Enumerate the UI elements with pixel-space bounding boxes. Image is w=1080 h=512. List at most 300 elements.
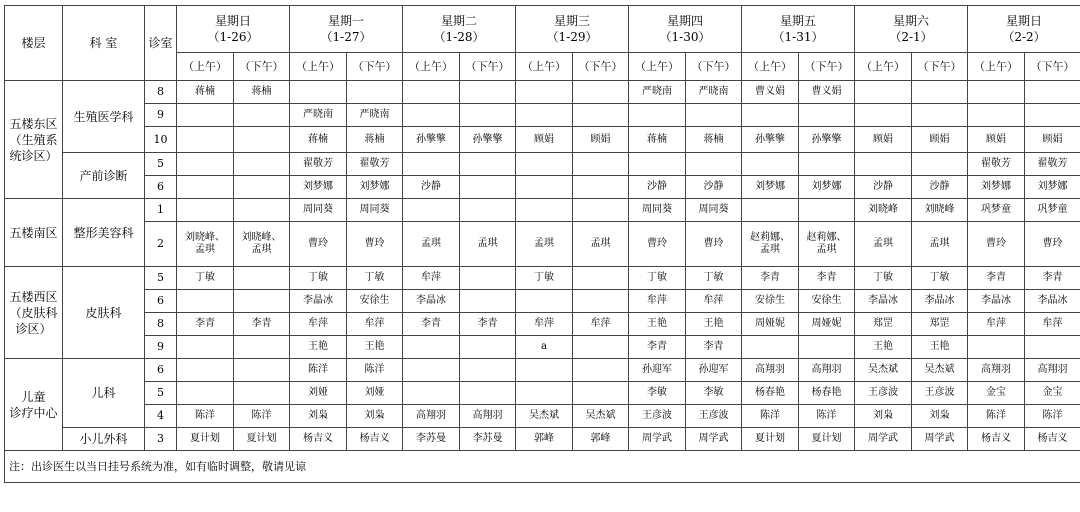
doctor-cell [742, 153, 799, 176]
doctor-cell: 高翔羽 [742, 359, 799, 382]
doctor-cell [347, 81, 403, 104]
doctor-cell: 刘枭 [855, 405, 912, 428]
doctor-cell: 吴杰斌 [516, 405, 573, 428]
doctor-cell: 曹玲 [968, 222, 1025, 267]
doctor-cell: 丁敏 [347, 267, 403, 290]
doctor-cell: 曹玲 [347, 222, 403, 267]
day-date: （1-27） [320, 30, 372, 44]
doctor-cell: 陈洋 [290, 359, 347, 382]
doctor-cell: 吴杰斌 [912, 359, 968, 382]
doctor-cell: 王彦波 [629, 405, 686, 428]
doctor-cell [742, 199, 799, 222]
doctor-cell: 郑罡 [855, 313, 912, 336]
doctor-cell: 李青 [403, 313, 460, 336]
doctor-cell: 郭峰 [573, 428, 629, 451]
schedule-row [5, 153, 1080, 176]
doctor-cell [234, 199, 290, 222]
doctor-cell: 牟萍 [629, 290, 686, 313]
doctor-cell: 陈洋 [742, 405, 799, 428]
doctor-cell: 李苏曼 [460, 428, 516, 451]
doctor-cell: 李晶冰 [912, 290, 968, 313]
doctor-cell: 牟萍 [1025, 313, 1080, 336]
doctor-cell: 顾娟 [968, 127, 1025, 153]
doctor-cell: 李晶冰 [855, 290, 912, 313]
doctor-cell: 牟萍 [686, 290, 742, 313]
area-line: 统诊区） [9, 148, 58, 163]
doctor-cell [573, 81, 629, 104]
doctor-cell: 王艳 [912, 336, 968, 359]
doctor-cell [573, 290, 629, 313]
dept-cell: 小儿外科 [63, 428, 145, 451]
doctor-cell: 孟琪 [573, 222, 629, 267]
doctor-cell [573, 199, 629, 222]
schedule-row [5, 81, 1080, 104]
room-cell: 4 [145, 405, 177, 428]
room-cell: 6 [145, 290, 177, 313]
doctor-cell: 牟萍 [347, 313, 403, 336]
day-date: （1-29） [546, 30, 598, 44]
area-cell [5, 81, 63, 199]
dept-cell: 生殖医学科 [63, 81, 145, 153]
header-day-5 [742, 6, 855, 53]
doctor-cell: 王彦波 [855, 382, 912, 405]
doctor-cell: 丁敏 [855, 267, 912, 290]
doctor-cell [968, 104, 1025, 127]
doctor-cell: 刘梦娜 [347, 176, 403, 199]
room-cell: 1 [145, 199, 177, 222]
day-date: （2-1） [889, 30, 933, 44]
doctor-cell: 曹玲 [290, 222, 347, 267]
doctor-cell: 沙静 [855, 176, 912, 199]
doctor-cell: 顾娟 [912, 127, 968, 153]
doctor-cell: 曹义娟 [799, 81, 855, 104]
doctor-cell: 孟琪 [912, 222, 968, 267]
doctor-cell: 周娅妮 [742, 313, 799, 336]
doctor-cell: 高翔羽 [460, 405, 516, 428]
doctor-cell: 夏计划 [742, 428, 799, 451]
doctor-cell: 金宝 [1025, 382, 1080, 405]
doctor-cell: 王彦波 [686, 405, 742, 428]
doctor-cell: 王艳 [855, 336, 912, 359]
day-date: （1-26） [207, 30, 259, 44]
doctor-cell: 孟琪 [460, 222, 516, 267]
doctor-cell: 孟琪 [855, 222, 912, 267]
doctor-cell: 李青 [629, 336, 686, 359]
doctor-cell: 牟萍 [573, 313, 629, 336]
doctor-cell [234, 222, 290, 267]
doctor-cell [912, 81, 968, 104]
doctor-cell: 孙擎擎 [799, 127, 855, 153]
day-date: （1-28） [433, 30, 485, 44]
doctor-cell [460, 267, 516, 290]
doctor-cell: 孙擎擎 [460, 127, 516, 153]
doctor-cell: 刘梦娜 [799, 176, 855, 199]
doctor-cell [460, 290, 516, 313]
header-pm: （下午） [686, 53, 742, 81]
header-day-4 [629, 6, 742, 53]
doctor-cell: 李苏曼 [403, 428, 460, 451]
doctor-cell [234, 127, 290, 153]
doctor-cell [516, 382, 573, 405]
doctor-cell [1025, 81, 1080, 104]
room-cell: 6 [145, 176, 177, 199]
doctor-cell [403, 153, 460, 176]
dept-cell: 儿科 [63, 359, 145, 428]
doctor-cell: 曹玲 [629, 222, 686, 267]
header-am: （上午） [742, 53, 799, 81]
doctor-cell: 孟琪 [516, 222, 573, 267]
doctor-cell: 陈洋 [1025, 405, 1080, 428]
doctor-cell: 顾娟 [1025, 127, 1080, 153]
doctor-cell: 杨吉义 [347, 428, 403, 451]
doctor-cell: 曹玲 [1025, 222, 1080, 267]
doctor-cell: 郭峰 [516, 428, 573, 451]
doctor-cell: 李青 [177, 313, 234, 336]
doctor-cell: 孙擎擎 [403, 127, 460, 153]
doctor-cell: 陈洋 [177, 405, 234, 428]
doctor-cell: 孙迎军 [629, 359, 686, 382]
doctor-cell [968, 81, 1025, 104]
schedule-wrapper [4, 5, 1076, 483]
doctor-cell: 李青 [460, 313, 516, 336]
doctor-name-line-1: 赵莉娜、 [806, 232, 847, 243]
room-cell: 5 [145, 382, 177, 405]
doctor-cell [234, 267, 290, 290]
doctor-cell [1025, 104, 1080, 127]
doctor-cell [290, 81, 347, 104]
doctor-cell: 蒋楠 [290, 127, 347, 153]
doctor-name-line-2: 孟琪 [251, 244, 272, 255]
doctor-cell: 丁敏 [290, 267, 347, 290]
doctor-cell: 丁敏 [686, 267, 742, 290]
header-am: （上午） [290, 53, 347, 81]
doctor-cell [742, 336, 799, 359]
doctor-cell: 牟萍 [290, 313, 347, 336]
doctor-cell: 陈洋 [234, 405, 290, 428]
doctor-cell [912, 153, 968, 176]
schedule-row [5, 267, 1080, 290]
doctor-cell: 周学武 [629, 428, 686, 451]
header-pm: （下午） [573, 53, 629, 81]
doctor-cell [460, 336, 516, 359]
schedule-row [5, 405, 1080, 428]
area-cell [5, 267, 63, 359]
doctor-cell [516, 176, 573, 199]
doctor-cell [855, 153, 912, 176]
doctor-cell: 翟敬芳 [290, 153, 347, 176]
doctor-cell: 李青 [686, 336, 742, 359]
dept-cell: 产前诊断 [63, 153, 145, 199]
schedule-row [5, 104, 1080, 127]
doctor-cell: 吴杰斌 [855, 359, 912, 382]
doctor-cell [403, 81, 460, 104]
doctor-cell: 周同葵 [290, 199, 347, 222]
doctor-cell: 严晓南 [290, 104, 347, 127]
doctor-cell: 高翔羽 [1025, 359, 1080, 382]
doctor-cell: 刘晓峰 [912, 199, 968, 222]
doctor-cell: 李青 [968, 267, 1025, 290]
header-am: （上午） [177, 53, 234, 81]
doctor-cell [234, 104, 290, 127]
doctor-cell [573, 267, 629, 290]
doctor-cell: 夏计划 [177, 428, 234, 451]
header-day-1 [290, 6, 403, 53]
doctor-cell: 安徐生 [799, 290, 855, 313]
doctor-cell: 杨吉义 [968, 428, 1025, 451]
room-cell: 3 [145, 428, 177, 451]
doctor-cell: 顾娟 [573, 127, 629, 153]
day-name: 星期日 [214, 14, 251, 28]
doctor-cell: 陈洋 [799, 405, 855, 428]
room-cell: 8 [145, 313, 177, 336]
doctor-cell [686, 104, 742, 127]
doctor-cell [516, 359, 573, 382]
doctor-cell [516, 290, 573, 313]
doctor-cell: 周学武 [686, 428, 742, 451]
schedule-row [5, 199, 1080, 222]
area-line: 五楼东区 [9, 116, 58, 131]
doctor-cell [573, 359, 629, 382]
doctor-cell: 曹义娟 [742, 81, 799, 104]
doctor-cell [234, 359, 290, 382]
doctor-cell [177, 382, 234, 405]
header-pm: （下午） [799, 53, 855, 81]
doctor-cell [403, 336, 460, 359]
header-pm: （下午） [912, 53, 968, 81]
header-floor: 楼层 [5, 6, 63, 81]
area-line: （生殖系 [9, 132, 58, 147]
room-cell: 10 [145, 127, 177, 153]
doctor-cell [516, 199, 573, 222]
doctor-cell: 严晓南 [629, 81, 686, 104]
doctor-cell [234, 290, 290, 313]
doctor-cell [573, 336, 629, 359]
area-line: 五楼西区 [9, 289, 58, 304]
doctor-cell: 牟萍 [516, 313, 573, 336]
area-line: 诊区） [15, 321, 52, 336]
doctor-cell [234, 382, 290, 405]
doctor-cell: 翟敬芳 [1025, 153, 1080, 176]
doctor-cell [516, 153, 573, 176]
day-date: （1-31） [772, 30, 824, 44]
schedule-row [5, 313, 1080, 336]
doctor-cell [234, 176, 290, 199]
doctor-cell [177, 127, 234, 153]
room-cell: 2 [145, 222, 177, 267]
doctor-cell: 刘梦娜 [1025, 176, 1080, 199]
doctor-cell: 牟萍 [403, 267, 460, 290]
doctor-cell [799, 222, 855, 267]
doctor-cell: 巩梦童 [968, 199, 1025, 222]
doctor-cell: 刘枭 [912, 405, 968, 428]
doctor-cell [799, 199, 855, 222]
day-name: 星期六 [893, 14, 930, 28]
doctor-cell: 杨吉义 [290, 428, 347, 451]
header-am: （上午） [855, 53, 912, 81]
doctor-cell: 夏计划 [234, 428, 290, 451]
doctor-name-line-1: 赵莉娜、 [750, 232, 790, 243]
doctor-cell: 蒋楠 [177, 81, 234, 104]
doctor-cell [177, 359, 234, 382]
schedule-row [5, 359, 1080, 382]
doctor-cell: 安徐生 [742, 290, 799, 313]
doctor-cell [799, 153, 855, 176]
doctor-cell: 郑罡 [912, 313, 968, 336]
doctor-cell [799, 336, 855, 359]
doctor-cell: 高翔羽 [799, 359, 855, 382]
schedule-row [5, 176, 1080, 199]
dept-cell: 皮肤科 [63, 267, 145, 359]
doctor-cell: 顾娟 [516, 127, 573, 153]
area-cell [5, 199, 63, 267]
doctor-cell [516, 81, 573, 104]
doctor-cell [460, 382, 516, 405]
doctor-cell: 李青 [799, 267, 855, 290]
doctor-cell: 高翔羽 [968, 359, 1025, 382]
doctor-cell: 刘枭 [290, 405, 347, 428]
footnote: 注：出诊医生以当日挂号系统为准，如有临时调整，敬请见谅 [5, 451, 1080, 483]
doctor-cell [629, 104, 686, 127]
doctor-cell [516, 104, 573, 127]
header-am: （上午） [629, 53, 686, 81]
doctor-cell [460, 176, 516, 199]
day-name: 星期日 [1006, 14, 1043, 28]
doctor-cell: 丁敏 [516, 267, 573, 290]
doctor-cell: 周娅妮 [799, 313, 855, 336]
doctor-cell: 周学武 [912, 428, 968, 451]
doctor-cell: 沙静 [629, 176, 686, 199]
doctor-cell [1025, 336, 1080, 359]
doctor-cell: 李晶冰 [290, 290, 347, 313]
schedule-row [5, 290, 1080, 313]
header-pm: （下午） [234, 53, 290, 81]
doctor-cell: 李晶冰 [403, 290, 460, 313]
doctor-cell: 王艳 [686, 313, 742, 336]
doctor-cell: 沙静 [403, 176, 460, 199]
doctor-cell: 李青 [742, 267, 799, 290]
room-cell: 6 [145, 359, 177, 382]
doctor-cell [460, 199, 516, 222]
header-day-6 [855, 6, 968, 53]
doctor-cell: 吴杰斌 [573, 405, 629, 428]
schedule-row [5, 336, 1080, 359]
area-line: 诊疗中心 [9, 405, 58, 420]
header-pm: （下午） [347, 53, 403, 81]
doctor-cell: 刘梦娜 [742, 176, 799, 199]
header-day-0 [177, 6, 290, 53]
doctor-cell: 孟琪 [403, 222, 460, 267]
doctor-cell [573, 104, 629, 127]
doctor-cell: 刘晓峰 [855, 199, 912, 222]
doctor-cell: 蒋楠 [686, 127, 742, 153]
doctor-cell: 严晓南 [347, 104, 403, 127]
doctor-cell: 王艳 [629, 313, 686, 336]
doctor-cell: 蒋楠 [234, 81, 290, 104]
doctor-cell: 严晓南 [686, 81, 742, 104]
doctor-cell [403, 382, 460, 405]
doctor-cell: 牟萍 [968, 313, 1025, 336]
doctor-cell: 李青 [234, 313, 290, 336]
doctor-cell [177, 336, 234, 359]
day-name: 星期四 [666, 14, 703, 28]
doctor-cell: 周学武 [855, 428, 912, 451]
doctor-cell [742, 104, 799, 127]
doctor-cell: 沙静 [912, 176, 968, 199]
doctor-cell: 王艳 [290, 336, 347, 359]
doctor-cell: 刘娅 [290, 382, 347, 405]
doctor-cell: 刘枭 [347, 405, 403, 428]
day-name: 星期一 [327, 14, 364, 28]
doctor-cell: 翟敬芳 [968, 153, 1025, 176]
doctor-cell: 李敏 [686, 382, 742, 405]
doctor-cell: 金宝 [968, 382, 1025, 405]
doctor-cell [629, 153, 686, 176]
header-day-7 [968, 6, 1080, 53]
doctor-cell: 陈洋 [968, 405, 1025, 428]
doctor-cell [177, 199, 234, 222]
doctor-cell: 周同葵 [629, 199, 686, 222]
header-day-2 [403, 6, 516, 53]
doctor-cell: 杨春艳 [799, 382, 855, 405]
area-line: 儿童 [21, 389, 46, 404]
doctor-cell: 丁敏 [177, 267, 234, 290]
doctor-name-line-2: 孟琪 [195, 244, 215, 255]
header-am: （上午） [968, 53, 1025, 81]
schedule-row [5, 222, 1080, 267]
doctor-name-line-2: 孟琪 [816, 244, 837, 255]
doctor-cell: 李敏 [629, 382, 686, 405]
day-name: 星期五 [779, 14, 816, 28]
doctor-cell: 刘梦娜 [290, 176, 347, 199]
doctor-cell: 李晶冰 [968, 290, 1025, 313]
room-cell: 9 [145, 104, 177, 127]
doctor-cell [573, 153, 629, 176]
doctor-cell: 周同葵 [686, 199, 742, 222]
room-cell: 9 [145, 336, 177, 359]
header-day-3 [516, 6, 629, 53]
doctor-cell: 曹玲 [686, 222, 742, 267]
doctor-name-line-1: 刘晓峰、 [185, 232, 225, 243]
schedule-row [5, 127, 1080, 153]
doctor-cell [855, 104, 912, 127]
doctor-cell: 王艳 [347, 336, 403, 359]
header-pm: （下午） [460, 53, 516, 81]
room-cell: 5 [145, 267, 177, 290]
doctor-cell [177, 290, 234, 313]
doctor-cell [403, 199, 460, 222]
doctor-cell [686, 153, 742, 176]
doctor-cell: 沙静 [686, 176, 742, 199]
area-cell [5, 359, 63, 451]
schedule-row [5, 382, 1080, 405]
doctor-cell [234, 153, 290, 176]
doctor-cell [460, 153, 516, 176]
doctor-cell: 丁敏 [912, 267, 968, 290]
doctor-cell [460, 359, 516, 382]
doctor-cell: 巩梦童 [1025, 199, 1080, 222]
doctor-cell [177, 104, 234, 127]
doctor-cell: 高翔羽 [403, 405, 460, 428]
doctor-cell: 李青 [1025, 267, 1080, 290]
header-am: （上午） [403, 53, 460, 81]
doctor-cell [177, 176, 234, 199]
doctor-cell [177, 153, 234, 176]
doctor-cell: 周同葵 [347, 199, 403, 222]
doctor-cell: 蒋楠 [629, 127, 686, 153]
doctor-cell [573, 382, 629, 405]
doctor-cell [460, 81, 516, 104]
area-line: 五楼南区 [9, 225, 58, 240]
